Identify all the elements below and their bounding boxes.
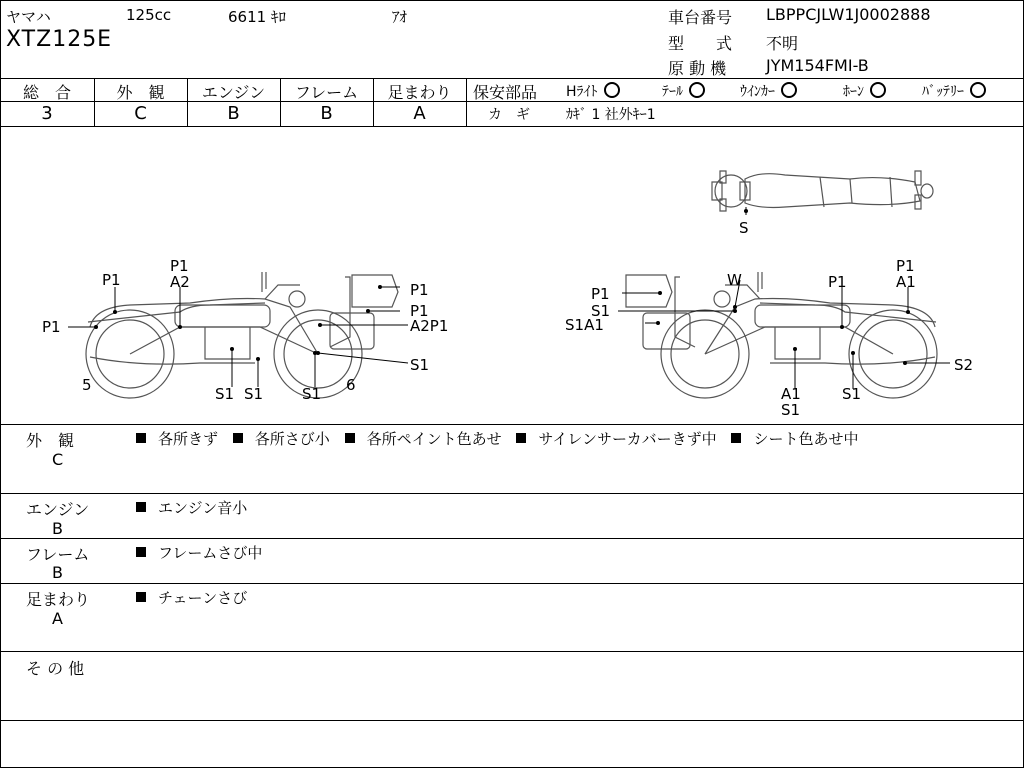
safety-item-headlight: Hﾗｲﾄ [566, 81, 620, 101]
label-l-s1-b: S1 [215, 385, 235, 403]
ok-circle-icon [604, 82, 620, 98]
label-l-s1-c: S1 [244, 385, 264, 403]
grade-frame-value: B [320, 103, 333, 124]
engine-model-label: 原 動 機 [668, 59, 727, 78]
mileage: 6611 ｷﾛ [228, 8, 286, 26]
grade-engine-value: B [227, 103, 240, 124]
remark-other-label: そ の 他 [26, 659, 85, 678]
label-l-p1-c: P1 [42, 318, 61, 336]
ok-circle-icon [870, 82, 886, 98]
label-r-a1: A1 [896, 273, 916, 291]
remark-exterior-grade: C [52, 450, 64, 469]
right-side-bike [626, 272, 937, 398]
displacement: 125cc [126, 6, 172, 24]
remark-suspension-grade: A [52, 609, 63, 628]
safety-item-winker: ｳｲﾝｶｰ [740, 81, 797, 101]
frame-number: LBPPCJLW1J0002888 [766, 5, 931, 24]
safety-item-battery: ﾊﾞｯﾃﾘｰ [922, 81, 986, 101]
label-l-p1-a: P1 [102, 271, 121, 289]
bullet-square-icon [516, 433, 526, 443]
label-l-a2p1: A2P1 [410, 317, 449, 335]
key-label: カ ギ [488, 107, 530, 123]
remark-exterior-notes: 各所きず 各所さび小 各所ペイント色あせ サイレンサーカバーきず中 シート色あせ中 [136, 428, 858, 449]
frame-number-label: 車台番号 [668, 8, 733, 27]
label-l-p1-b: P1 [170, 257, 189, 275]
bullet-square-icon [731, 433, 741, 443]
grade-exterior-label: 外 観 [116, 83, 165, 102]
safety-parts-label: 保安部品 [473, 83, 538, 102]
remark-engine-notes: エンジン音小 [136, 497, 247, 518]
type-label: 型 式 [668, 34, 733, 53]
remark-frame-grade: B [52, 563, 63, 582]
grade-total-value: 3 [41, 103, 53, 124]
key-value: ｶｷﾞ 1 社外ｷｰ1 [566, 107, 656, 123]
label-r-w: W [727, 271, 742, 289]
remark-engine-label: エンジン [26, 500, 90, 519]
label-l-a2: A2 [170, 273, 190, 291]
label-r-p1-a: P1 [591, 285, 610, 303]
bullet-square-icon [345, 433, 355, 443]
label-l-s1-a: S1 [410, 356, 430, 374]
ok-circle-icon [970, 82, 986, 98]
label-r-s1-b: S1 [781, 401, 801, 419]
remark-suspension-label: 足まわり [26, 590, 91, 609]
color: ｱｵ [392, 8, 408, 26]
label-l-6: 6 [346, 376, 356, 394]
label-r-s1: S1 [591, 302, 611, 320]
label-r-p1-c: P1 [896, 257, 915, 275]
label-r-s2: S2 [954, 356, 974, 374]
label-l-s1-d: S1 [302, 385, 322, 403]
bullet-square-icon [136, 547, 146, 557]
label-l-p1-d: P1 [410, 281, 429, 299]
bullet-square-icon [136, 502, 146, 512]
grade-suspension-label: 足まわり [387, 83, 452, 102]
safety-item-tail: ﾃｰﾙ [662, 81, 705, 101]
remark-suspension-notes: チェーンさび [136, 587, 247, 608]
remark-exterior-label: 外 観 [26, 431, 75, 450]
maker: ヤマハ [6, 8, 51, 26]
grade-total-label: 総 合 [22, 83, 71, 102]
safety-item-horn: ﾎｰﾝ [843, 81, 886, 101]
remark-engine-grade: B [52, 519, 63, 538]
model-name: XTZ125E [6, 27, 113, 52]
label-l-5: 5 [82, 376, 92, 394]
label-r-s1-c: S1 [842, 385, 862, 403]
label-r-a1-b: A1 [781, 385, 801, 403]
ok-circle-icon [689, 82, 705, 98]
engine-model-value: JYM154FMI-B [766, 56, 869, 75]
remark-frame-notes: フレームさび中 [136, 542, 262, 563]
grade-exterior-value: C [134, 103, 147, 124]
grade-frame-label: フレーム [294, 83, 359, 102]
grade-engine-label: エンジン [201, 83, 266, 102]
bullet-square-icon [136, 592, 146, 602]
label-r-s1a1: S1A1 [565, 316, 604, 334]
grade-suspension-value: A [413, 103, 426, 124]
ok-circle-icon [781, 82, 797, 98]
bullet-square-icon [136, 433, 146, 443]
type-value: 不明 [766, 34, 799, 53]
remark-frame-label: フレーム [26, 545, 90, 564]
bullet-square-icon [233, 433, 243, 443]
damage-diagram [0, 127, 1024, 423]
label-r-p1-b: P1 [828, 273, 847, 291]
label-l-p1-e: P1 [410, 302, 429, 320]
label-top-s: S [739, 219, 749, 237]
top-view-bike [712, 171, 933, 211]
